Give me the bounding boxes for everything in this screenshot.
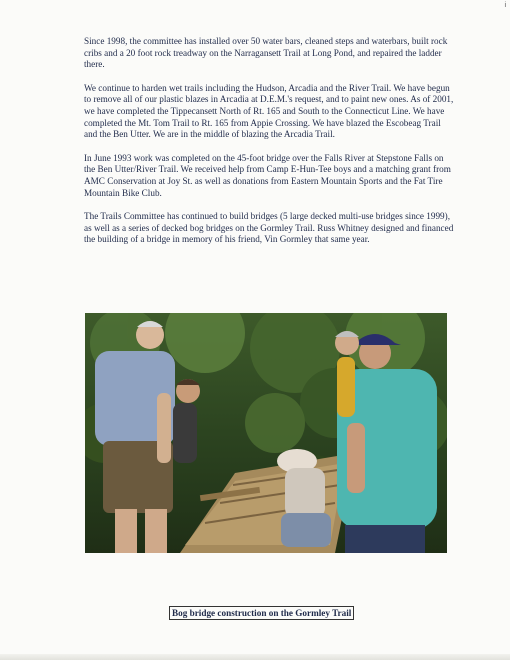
person-kneeling [173,379,200,463]
page-bottom-edge [0,654,510,660]
paragraph-falls-river-bridge: In June 1993 work was completed on the 45-foot bridge over the Falls River at Stepstone Falls on the Ben Utter/River Trail. We received help from Camp E-Hun-Tee boys and a matching grant from AMC Conservation at Joy St. as well as donations from Eastern Mountain Sports and the Fat Tire Mountain Bike Club. [84,152,451,198]
corner-mark: i [504,2,506,9]
paragraph-bridges: The Trails Committee has continued to build bridges (5 large decked multi-use bridges since 1999), as well as a series of decked bog bridges on the Gormley Trail. Russ Whitney designed and financed the building of a bridge in memory of his friend, Vin Gormley that same year. [84,211,454,245]
photo-caption: Bog bridge construction on the Gormley Trail [169,606,354,620]
paragraph-wet-trails: We continue to harden wet trails including the Hudson, Arcadia and the River Trail. We have begun to remove all of our plastic blazes in Arcadia at D.E.M.'s request, and to paint new ones. As of 2001, we have completed the Tippecansett North of Rt. 165 and South to the Connecticut Line. We have completed the Mt. Tom Trail to Rt. 165 from Appie Crossing. We have blazed the Escobeag Trail and the Ben Utter. We are in the middle of blazing the Arcadia Trail. [84,82,454,140]
body-text [84,36,454,258]
paragraph-narragansett: Since 1998, the committee has installed over 50 water bars, cleaned steps and waterbars, built rock cribs and a 20 foot rock treadway on the Narragansett Trail at Long Pond, and repaired the ladder there. [84,36,448,70]
photo-illustration [85,313,447,553]
bog-bridge-photo [85,313,447,553]
